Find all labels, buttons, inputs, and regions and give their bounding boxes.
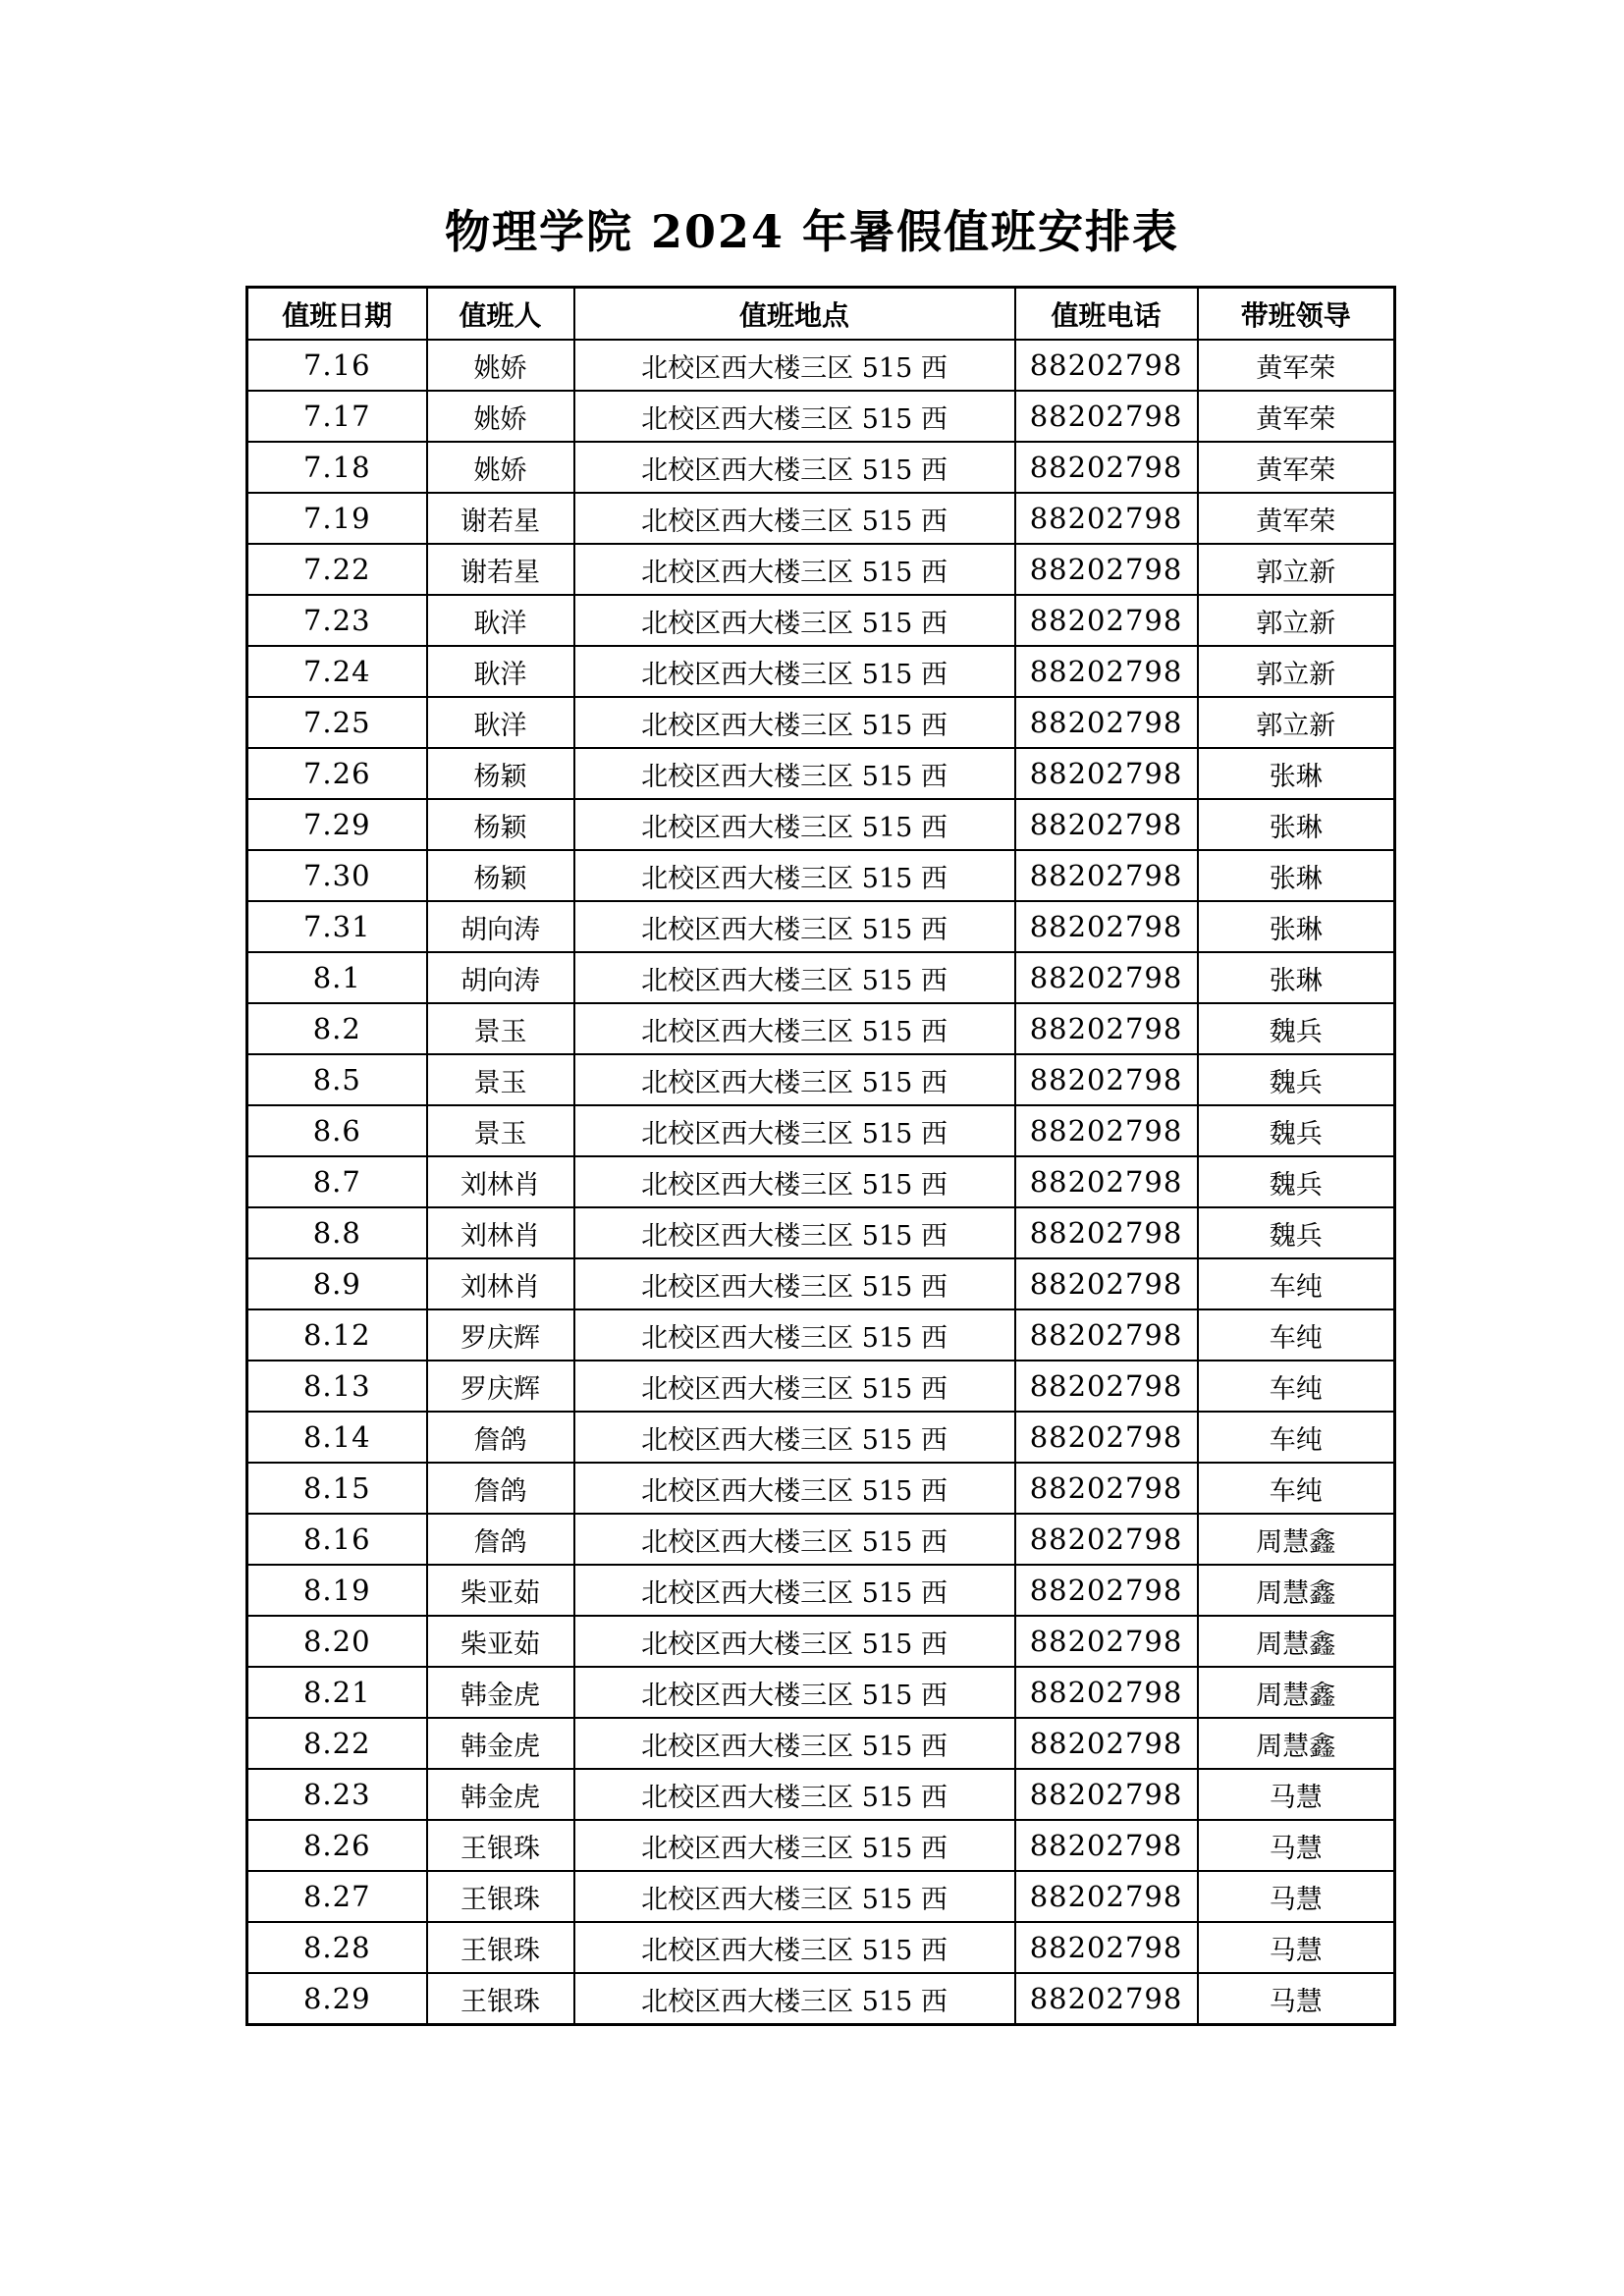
duty-schedule-table — [245, 286, 1396, 2026]
cell-leader: 马慧 — [1198, 1973, 1395, 2025]
cell-leader: 张琳 — [1198, 952, 1395, 1003]
cell-location: 北校区西大楼三区 515 西 — [574, 1463, 1015, 1514]
cell-location: 北校区西大楼三区 515 西 — [574, 1922, 1015, 1973]
cell-phone: 88202798 — [1015, 1769, 1198, 1820]
table-row — [247, 1309, 1395, 1361]
cell-phone: 88202798 — [1015, 646, 1198, 697]
table-row — [247, 1871, 1395, 1922]
cell-date: 7.18 — [247, 442, 427, 493]
cell-location: 北校区西大楼三区 515 西 — [574, 1309, 1015, 1361]
cell-date: 7.17 — [247, 391, 427, 442]
schedule-table-body — [247, 340, 1395, 2025]
cell-person: 耿洋 — [427, 595, 574, 646]
table-row — [247, 850, 1395, 901]
table-row — [247, 1769, 1395, 1820]
cell-date: 8.6 — [247, 1105, 427, 1156]
table-row — [247, 1820, 1395, 1871]
cell-leader: 黄军荣 — [1198, 442, 1395, 493]
cell-phone: 88202798 — [1015, 850, 1198, 901]
cell-phone: 88202798 — [1015, 1156, 1198, 1207]
cell-phone: 88202798 — [1015, 391, 1198, 442]
cell-leader: 黄军荣 — [1198, 493, 1395, 544]
cell-person: 王银珠 — [427, 1973, 574, 2025]
cell-leader: 马慧 — [1198, 1820, 1395, 1871]
cell-leader: 张琳 — [1198, 901, 1395, 952]
table-row — [247, 952, 1395, 1003]
cell-leader: 车纯 — [1198, 1309, 1395, 1361]
cell-date: 7.22 — [247, 544, 427, 595]
table-row — [247, 1922, 1395, 1973]
cell-leader: 魏兵 — [1198, 1105, 1395, 1156]
cell-leader: 魏兵 — [1198, 1054, 1395, 1105]
table-row — [247, 1361, 1395, 1412]
cell-location: 北校区西大楼三区 515 西 — [574, 952, 1015, 1003]
cell-location: 北校区西大楼三区 515 西 — [574, 1207, 1015, 1258]
cell-date: 7.19 — [247, 493, 427, 544]
cell-person: 王银珠 — [427, 1820, 574, 1871]
cell-leader: 张琳 — [1198, 799, 1395, 850]
table-row — [247, 1412, 1395, 1463]
cell-leader: 张琳 — [1198, 850, 1395, 901]
table-row — [247, 340, 1395, 391]
cell-phone: 88202798 — [1015, 1514, 1198, 1565]
cell-person: 刘林肖 — [427, 1207, 574, 1258]
cell-location: 北校区西大楼三区 515 西 — [574, 1514, 1015, 1565]
cell-leader: 黄军荣 — [1198, 340, 1395, 391]
cell-location: 北校区西大楼三区 515 西 — [574, 1871, 1015, 1922]
cell-location: 北校区西大楼三区 515 西 — [574, 493, 1015, 544]
cell-person: 谢若星 — [427, 493, 574, 544]
cell-date: 8.2 — [247, 1003, 427, 1054]
table-row — [247, 544, 1395, 595]
cell-person: 姚娇 — [427, 442, 574, 493]
cell-person: 韩金虎 — [427, 1769, 574, 1820]
cell-location: 北校区西大楼三区 515 西 — [574, 1156, 1015, 1207]
cell-person: 姚娇 — [427, 391, 574, 442]
cell-phone: 88202798 — [1015, 1105, 1198, 1156]
cell-date: 8.5 — [247, 1054, 427, 1105]
column-header-duty-person: 值班人 — [427, 288, 574, 341]
table-row — [247, 1105, 1395, 1156]
cell-phone: 88202798 — [1015, 1463, 1198, 1514]
cell-location: 北校区西大楼三区 515 西 — [574, 1003, 1015, 1054]
cell-leader: 魏兵 — [1198, 1207, 1395, 1258]
cell-person: 谢若星 — [427, 544, 574, 595]
table-row — [247, 1003, 1395, 1054]
cell-location: 北校区西大楼三区 515 西 — [574, 697, 1015, 748]
cell-location: 北校区西大楼三区 515 西 — [574, 1769, 1015, 1820]
table-row — [247, 493, 1395, 544]
cell-phone: 88202798 — [1015, 901, 1198, 952]
cell-person: 韩金虎 — [427, 1667, 574, 1718]
cell-person: 詹鸽 — [427, 1514, 574, 1565]
cell-person: 耿洋 — [427, 697, 574, 748]
cell-phone: 88202798 — [1015, 1616, 1198, 1667]
table-header-row — [247, 288, 1395, 341]
cell-date: 8.1 — [247, 952, 427, 1003]
cell-location: 北校区西大楼三区 515 西 — [574, 850, 1015, 901]
cell-person: 姚娇 — [427, 340, 574, 391]
table-row — [247, 1718, 1395, 1769]
table-row — [247, 1514, 1395, 1565]
cell-date: 8.19 — [247, 1565, 427, 1616]
cell-person: 罗庆辉 — [427, 1361, 574, 1412]
table-row — [247, 1565, 1395, 1616]
cell-date: 7.23 — [247, 595, 427, 646]
cell-phone: 88202798 — [1015, 1412, 1198, 1463]
cell-person: 景玉 — [427, 1054, 574, 1105]
cell-leader: 周慧鑫 — [1198, 1718, 1395, 1769]
cell-date: 7.30 — [247, 850, 427, 901]
cell-date: 7.31 — [247, 901, 427, 952]
table-row — [247, 1463, 1395, 1514]
cell-location: 北校区西大楼三区 515 西 — [574, 748, 1015, 799]
cell-location: 北校区西大楼三区 515 西 — [574, 1718, 1015, 1769]
cell-leader: 周慧鑫 — [1198, 1565, 1395, 1616]
cell-phone: 88202798 — [1015, 1820, 1198, 1871]
table-row — [247, 901, 1395, 952]
table-row — [247, 697, 1395, 748]
cell-phone: 88202798 — [1015, 1973, 1198, 2025]
table-row — [247, 1156, 1395, 1207]
cell-person: 柴亚茹 — [427, 1616, 574, 1667]
cell-location: 北校区西大楼三区 515 西 — [574, 340, 1015, 391]
cell-location: 北校区西大楼三区 515 西 — [574, 1973, 1015, 2025]
cell-leader: 郭立新 — [1198, 595, 1395, 646]
cell-leader: 魏兵 — [1198, 1156, 1395, 1207]
cell-person: 杨颖 — [427, 850, 574, 901]
page-title: 物理学院 2024 年暑假值班安排表 — [444, 205, 1180, 258]
cell-phone: 88202798 — [1015, 1922, 1198, 1973]
cell-location: 北校区西大楼三区 515 西 — [574, 1054, 1015, 1105]
cell-date: 8.29 — [247, 1973, 427, 2025]
cell-person: 韩金虎 — [427, 1718, 574, 1769]
cell-phone: 88202798 — [1015, 493, 1198, 544]
cell-location: 北校区西大楼三区 515 西 — [574, 1105, 1015, 1156]
cell-leader: 车纯 — [1198, 1412, 1395, 1463]
cell-leader: 郭立新 — [1198, 544, 1395, 595]
cell-date: 8.26 — [247, 1820, 427, 1871]
cell-location: 北校区西大楼三区 515 西 — [574, 1412, 1015, 1463]
cell-phone: 88202798 — [1015, 595, 1198, 646]
cell-person: 罗庆辉 — [427, 1309, 574, 1361]
cell-phone: 88202798 — [1015, 952, 1198, 1003]
cell-location: 北校区西大楼三区 515 西 — [574, 1361, 1015, 1412]
cell-date: 7.26 — [247, 748, 427, 799]
cell-leader: 周慧鑫 — [1198, 1667, 1395, 1718]
cell-leader: 马慧 — [1198, 1871, 1395, 1922]
cell-date: 7.16 — [247, 340, 427, 391]
cell-phone: 88202798 — [1015, 1309, 1198, 1361]
cell-person: 詹鸽 — [427, 1412, 574, 1463]
table-row — [247, 799, 1395, 850]
table-row — [247, 1616, 1395, 1667]
cell-location: 北校区西大楼三区 515 西 — [574, 544, 1015, 595]
cell-leader: 黄军荣 — [1198, 391, 1395, 442]
cell-phone: 88202798 — [1015, 1565, 1198, 1616]
cell-person: 景玉 — [427, 1105, 574, 1156]
cell-person: 杨颖 — [427, 799, 574, 850]
cell-date: 8.27 — [247, 1871, 427, 1922]
cell-person: 詹鸽 — [427, 1463, 574, 1514]
cell-person: 柴亚茹 — [427, 1565, 574, 1616]
cell-date: 7.25 — [247, 697, 427, 748]
cell-location: 北校区西大楼三区 515 西 — [574, 1258, 1015, 1309]
cell-date: 8.12 — [247, 1309, 427, 1361]
cell-date: 8.7 — [247, 1156, 427, 1207]
cell-location: 北校区西大楼三区 515 西 — [574, 1565, 1015, 1616]
cell-location: 北校区西大楼三区 515 西 — [574, 1667, 1015, 1718]
cell-date: 8.14 — [247, 1412, 427, 1463]
cell-location: 北校区西大楼三区 515 西 — [574, 391, 1015, 442]
cell-date: 8.9 — [247, 1258, 427, 1309]
column-header-duty-date: 值班日期 — [247, 288, 427, 341]
cell-date: 8.23 — [247, 1769, 427, 1820]
cell-leader: 郭立新 — [1198, 646, 1395, 697]
table-row — [247, 1973, 1395, 2025]
cell-location: 北校区西大楼三区 515 西 — [574, 1616, 1015, 1667]
cell-date: 7.24 — [247, 646, 427, 697]
cell-location: 北校区西大楼三区 515 西 — [574, 799, 1015, 850]
cell-date: 8.20 — [247, 1616, 427, 1667]
column-header-duty-phone: 值班电话 — [1015, 288, 1198, 341]
cell-person: 王银珠 — [427, 1922, 574, 1973]
cell-person: 耿洋 — [427, 646, 574, 697]
cell-leader: 马慧 — [1198, 1769, 1395, 1820]
cell-location: 北校区西大楼三区 515 西 — [574, 595, 1015, 646]
cell-location: 北校区西大楼三区 515 西 — [574, 442, 1015, 493]
cell-phone: 88202798 — [1015, 442, 1198, 493]
cell-leader: 车纯 — [1198, 1258, 1395, 1309]
cell-date: 8.28 — [247, 1922, 427, 1973]
cell-phone: 88202798 — [1015, 748, 1198, 799]
cell-leader: 车纯 — [1198, 1463, 1395, 1514]
cell-leader: 周慧鑫 — [1198, 1616, 1395, 1667]
cell-phone: 88202798 — [1015, 340, 1198, 391]
cell-phone: 88202798 — [1015, 1003, 1198, 1054]
cell-date: 8.13 — [247, 1361, 427, 1412]
table-row — [247, 442, 1395, 493]
cell-person: 胡向涛 — [427, 952, 574, 1003]
cell-location: 北校区西大楼三区 515 西 — [574, 646, 1015, 697]
cell-date: 8.16 — [247, 1514, 427, 1565]
column-header-duty-location: 值班地点 — [574, 288, 1015, 341]
cell-phone: 88202798 — [1015, 1667, 1198, 1718]
cell-person: 王银珠 — [427, 1871, 574, 1922]
cell-leader: 车纯 — [1198, 1361, 1395, 1412]
cell-person: 胡向涛 — [427, 901, 574, 952]
cell-date: 8.8 — [247, 1207, 427, 1258]
cell-phone: 88202798 — [1015, 1361, 1198, 1412]
cell-location: 北校区西大楼三区 515 西 — [574, 1820, 1015, 1871]
table-row — [247, 391, 1395, 442]
cell-person: 刘林肖 — [427, 1258, 574, 1309]
cell-leader: 马慧 — [1198, 1922, 1395, 1973]
cell-person: 杨颖 — [427, 748, 574, 799]
table-row — [247, 1258, 1395, 1309]
table-row — [247, 1054, 1395, 1105]
cell-date: 8.21 — [247, 1667, 427, 1718]
cell-phone: 88202798 — [1015, 1718, 1198, 1769]
cell-date: 8.15 — [247, 1463, 427, 1514]
cell-phone: 88202798 — [1015, 1207, 1198, 1258]
cell-person: 刘林肖 — [427, 1156, 574, 1207]
cell-phone: 88202798 — [1015, 544, 1198, 595]
table-row — [247, 646, 1395, 697]
column-header-duty-leader: 带班领导 — [1198, 288, 1395, 341]
table-row — [247, 1207, 1395, 1258]
cell-phone: 88202798 — [1015, 697, 1198, 748]
cell-phone: 88202798 — [1015, 1871, 1198, 1922]
cell-phone: 88202798 — [1015, 799, 1198, 850]
table-row — [247, 595, 1395, 646]
table-row — [247, 1667, 1395, 1718]
cell-phone: 88202798 — [1015, 1054, 1198, 1105]
cell-leader: 魏兵 — [1198, 1003, 1395, 1054]
cell-person: 景玉 — [427, 1003, 574, 1054]
cell-leader: 周慧鑫 — [1198, 1514, 1395, 1565]
table-row — [247, 748, 1395, 799]
cell-location: 北校区西大楼三区 515 西 — [574, 901, 1015, 952]
cell-date: 8.22 — [247, 1718, 427, 1769]
cell-leader: 郭立新 — [1198, 697, 1395, 748]
cell-phone: 88202798 — [1015, 1258, 1198, 1309]
cell-date: 7.29 — [247, 799, 427, 850]
cell-leader: 张琳 — [1198, 748, 1395, 799]
